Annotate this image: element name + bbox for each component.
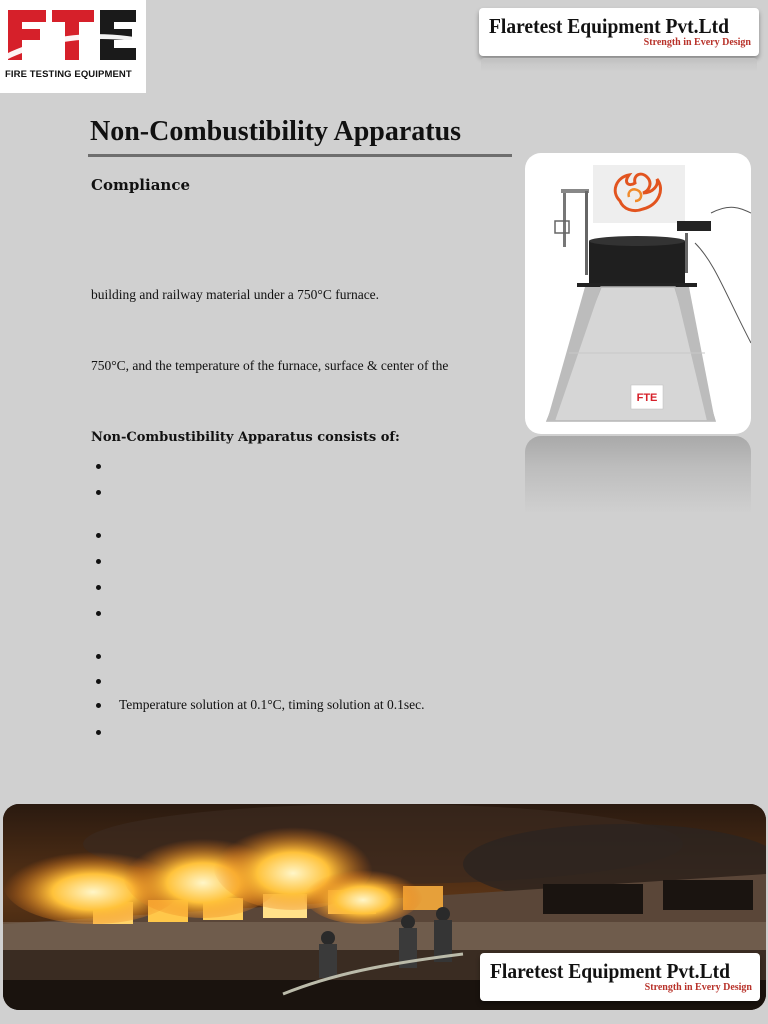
bullet-dot-icon	[96, 611, 101, 616]
page-bottom-strip	[0, 1010, 768, 1024]
company-tagline: Strength in Every Design	[643, 37, 751, 48]
consists-heading: Non-Combustibility Apparatus consists of:	[91, 430, 400, 445]
product-reflection	[525, 436, 751, 514]
paragraph-line-2: 750°C, and the temperature of the furnace, surface & center of the	[91, 358, 449, 373]
company-badge-header	[479, 8, 759, 56]
company-badge-footer	[480, 953, 760, 1001]
bullet-dot-icon	[96, 730, 101, 735]
page-title: Non-Combustibility Apparatus	[90, 116, 462, 147]
product-photo	[525, 153, 751, 434]
stand-label: FTE	[636, 392, 658, 404]
bullet-dot-icon	[96, 679, 101, 684]
list-item-text: Temperature solution at 0.1°C, timing solution at 0.1sec.	[119, 697, 425, 712]
title-underline	[88, 154, 512, 157]
company-tagline: Strength in Every Design	[644, 982, 752, 993]
logo-caption: FIRE TESTING EQUIPMENT	[5, 69, 132, 80]
bullet-dot-icon	[96, 585, 101, 590]
paragraph-line-1: building and railway material under a 750°C furnace.	[91, 287, 380, 302]
bullet-dot-icon	[96, 533, 101, 538]
company-name: Flaretest Equipment Pvt.Ltd	[489, 14, 729, 38]
fte-logo-mark	[6, 4, 140, 62]
bullet-dot-icon	[96, 464, 101, 469]
bullet-dot-icon	[96, 703, 101, 708]
bullet-dot-icon	[96, 654, 101, 659]
apparatus-illustration	[525, 153, 751, 434]
compliance-heading: Compliance	[91, 176, 191, 194]
company-name: Flaretest Equipment Pvt.Ltd	[490, 959, 730, 983]
bullet-dot-icon	[96, 490, 101, 495]
bullet-dot-icon	[96, 559, 101, 564]
fte-logo	[0, 0, 146, 93]
